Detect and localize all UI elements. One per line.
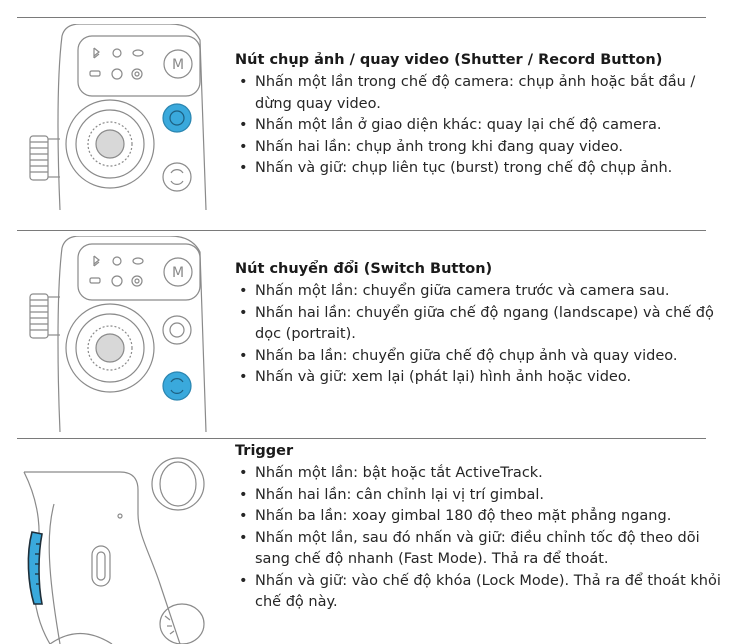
switch-button-icon — [163, 163, 191, 191]
section-divider-top — [17, 17, 706, 18]
indicator-light-icon — [133, 50, 143, 56]
svg-text:M: M — [171, 57, 185, 73]
port-icon — [92, 546, 110, 586]
bullet-list — [235, 463, 725, 614]
list-item: • Nhấn hai lần: chuyển giữa chế độ ngang (landscape) và chế độ dọc (portrait). — [235, 303, 725, 346]
trigger-highlight-icon — [28, 532, 42, 604]
side-knob-icon — [30, 294, 60, 338]
list-item: • Nhấn ba lần: xoay gimbal 180 độ theo mặt phẳng ngang. — [235, 506, 725, 528]
gimbal-illustration-trigger — [20, 444, 220, 644]
svg-text:M: M — [171, 265, 185, 281]
gimbal-illustration-shutter — [20, 24, 220, 210]
bluetooth-icon — [94, 256, 99, 266]
battery-icon — [90, 278, 100, 283]
joystick-icon — [66, 304, 154, 392]
list-item: • Nhấn hai lần: cân chỉnh lại vị trí gimbal. — [235, 485, 725, 507]
gimbal-illustration-switch — [20, 236, 220, 432]
joystick-icon — [66, 100, 154, 188]
list-item: • Nhấn và giữ: vào chế độ khóa (Lock Mode). Thả ra để thoát khỏi chế độ này. — [235, 571, 725, 614]
list-item: • Nhấn một lần ở giao diện khác: quay lại chế độ camera. — [235, 115, 725, 137]
target-icon — [113, 49, 121, 57]
section-title: Nút chuyển đổi (Switch Button) — [235, 261, 493, 277]
screw-icon — [118, 514, 122, 518]
indicator-light-icon — [133, 258, 143, 264]
list-item: • Nhấn và giữ: xem lại (phát lại) hình ảnh hoặc video. — [235, 367, 725, 389]
switch-button-highlight-icon — [163, 372, 191, 400]
list-item: • Nhấn hai lần: chụp ảnh trong khi đang quay video. — [235, 137, 725, 159]
list-item: • Nhấn một lần: bật hoặc tắt ActiveTrack. — [235, 463, 725, 485]
list-item: • Nhấn một lần trong chế độ camera: chụp ảnh hoặc bắt đầu / dừng quay video. — [235, 72, 725, 115]
shutter-button-icon — [163, 316, 191, 344]
shutter-button-text — [235, 50, 725, 180]
side-knob-icon — [30, 136, 60, 180]
list-item: • Nhấn ba lần: chuyển giữa chế độ chụp ảnh và quay video. — [235, 346, 725, 368]
knob-icon — [152, 458, 204, 510]
switch-button-text — [235, 259, 725, 389]
section-title: Nút chụp ảnh / quay video (Shutter / Record Button) — [235, 52, 663, 68]
battery-icon — [90, 71, 100, 76]
section-divider-2 — [17, 230, 706, 231]
list-item: • Nhấn và giữ: chụp liên tục (burst) trong chế độ chụp ảnh. — [235, 158, 725, 180]
lower-knob-icon — [160, 604, 204, 644]
bluetooth-icon — [94, 48, 99, 58]
ring-icon — [112, 69, 122, 79]
shutter-button-highlight-icon — [163, 104, 191, 132]
list-item: • Nhấn một lần, sau đó nhấn và giữ: điều chỉnh tốc độ theo dõi sang chế độ nhanh (Fast Mode). Thả ra để thoát. — [235, 528, 725, 571]
section-title: Trigger — [235, 443, 294, 459]
gear-icon — [132, 69, 142, 79]
ring-icon — [112, 276, 122, 286]
target-icon — [113, 257, 121, 265]
trigger-text — [235, 441, 725, 614]
bullet-list — [235, 72, 725, 180]
gear-icon — [132, 276, 142, 286]
list-item: • Nhấn một lần: chuyển giữa camera trước và camera sau. — [235, 281, 725, 303]
section-divider-3 — [17, 438, 706, 439]
bullet-list — [235, 281, 725, 389]
